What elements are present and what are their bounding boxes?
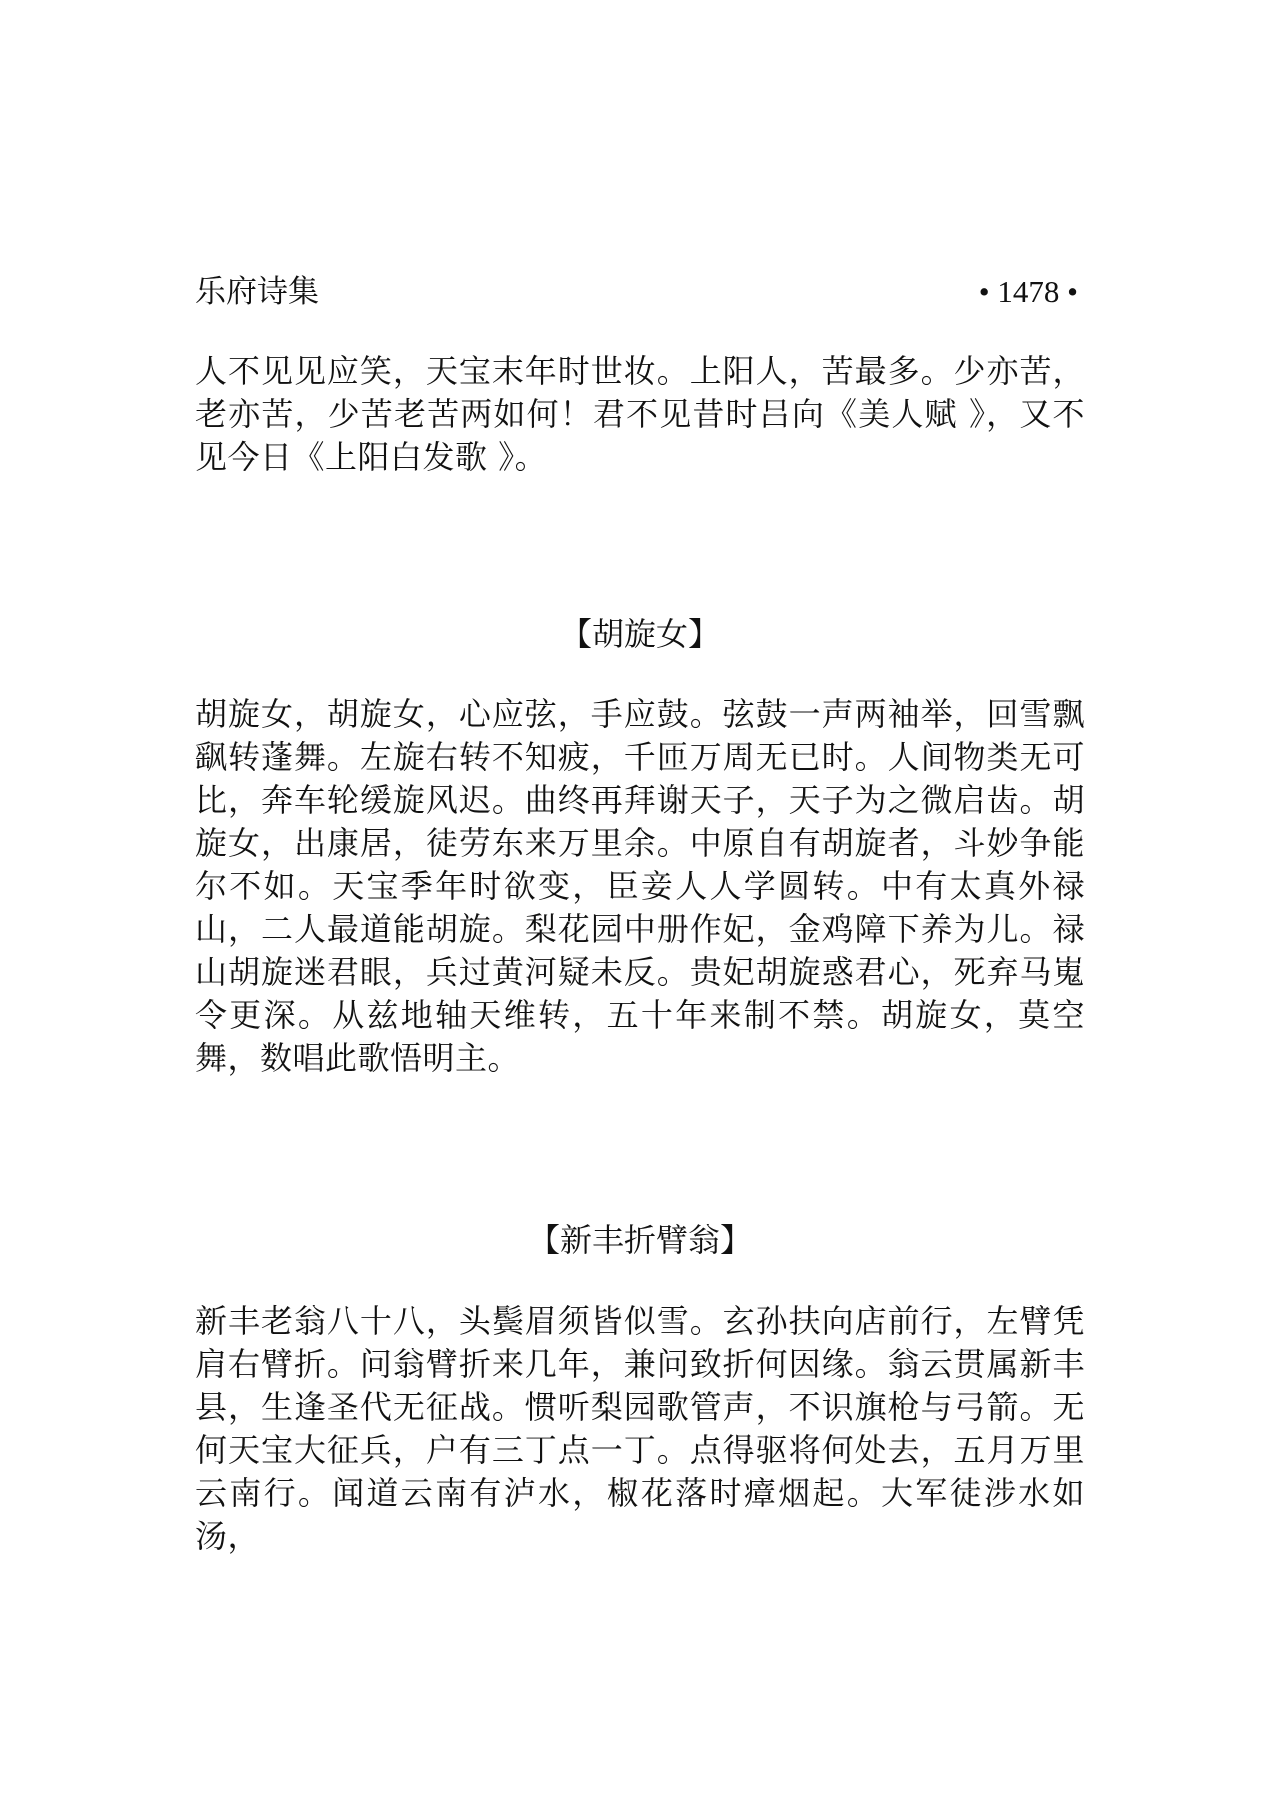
section-text-huxuannu: 胡旋女，胡旋女，心应弦，手应鼓。弦鼓一声两袖举，回雪飘飖转蓬舞。左旋右转不知疲，千匝万周无已时。人间物类无可比，奔车轮缓旋风迟。曲终再拜谢天子，天子为之微启齿。胡旋女，出康居，徒劳东来万里余。中原自有胡旋者，斗妙争能尔不如。天宝季年时欲变，臣妾人人学圆转。中有太真外禄山，二人最道能胡旋。梨花园中册作妃，金鸡障下养为儿。禄山胡旋迷君眼，兵过黄河疑未反。贵妃胡旋惑君心，死弃马嵬令更深。从兹地轴天维转，五十年来制不禁。胡旋女，莫空舞，数唱此歌悟明主。: [195, 695, 1085, 1077]
section-title-xinfeng: 【新丰折臂翁】: [527, 1221, 752, 1259]
book-title: 乐府诗集: [195, 274, 319, 310]
intro-paragraph: 人不见见应笑，天宝末年时世妆。上阳人，苦最多。少亦苦，老亦苦，少苦老苦两如何！君不见昔时吕向《美人赋 》，又不见今日《上阳白发歌 》。: [195, 352, 1085, 476]
page-header: [195, 272, 1078, 312]
section-text-xinfeng: 新丰老翁八十八，头鬓眉须皆似雪。玄孙扶向店前行，左臂凭肩右臂折。问翁臂折来几年，兼问致折何因缘。翁云贯属新丰县，生逢圣代无征战。惯听梨园歌管声，不识旗枪与弓箭。无何天宝大征兵，户有三丁点一丁。点得驱将何处去，五月万里云南行。闻道云南有泸水，椒花落时瘴烟起。大军徒涉水如汤，: [195, 1302, 1085, 1555]
page-number: • 1478 •: [978, 274, 1078, 309]
section-title-huxuannu: 【胡旋女】: [559, 615, 720, 653]
